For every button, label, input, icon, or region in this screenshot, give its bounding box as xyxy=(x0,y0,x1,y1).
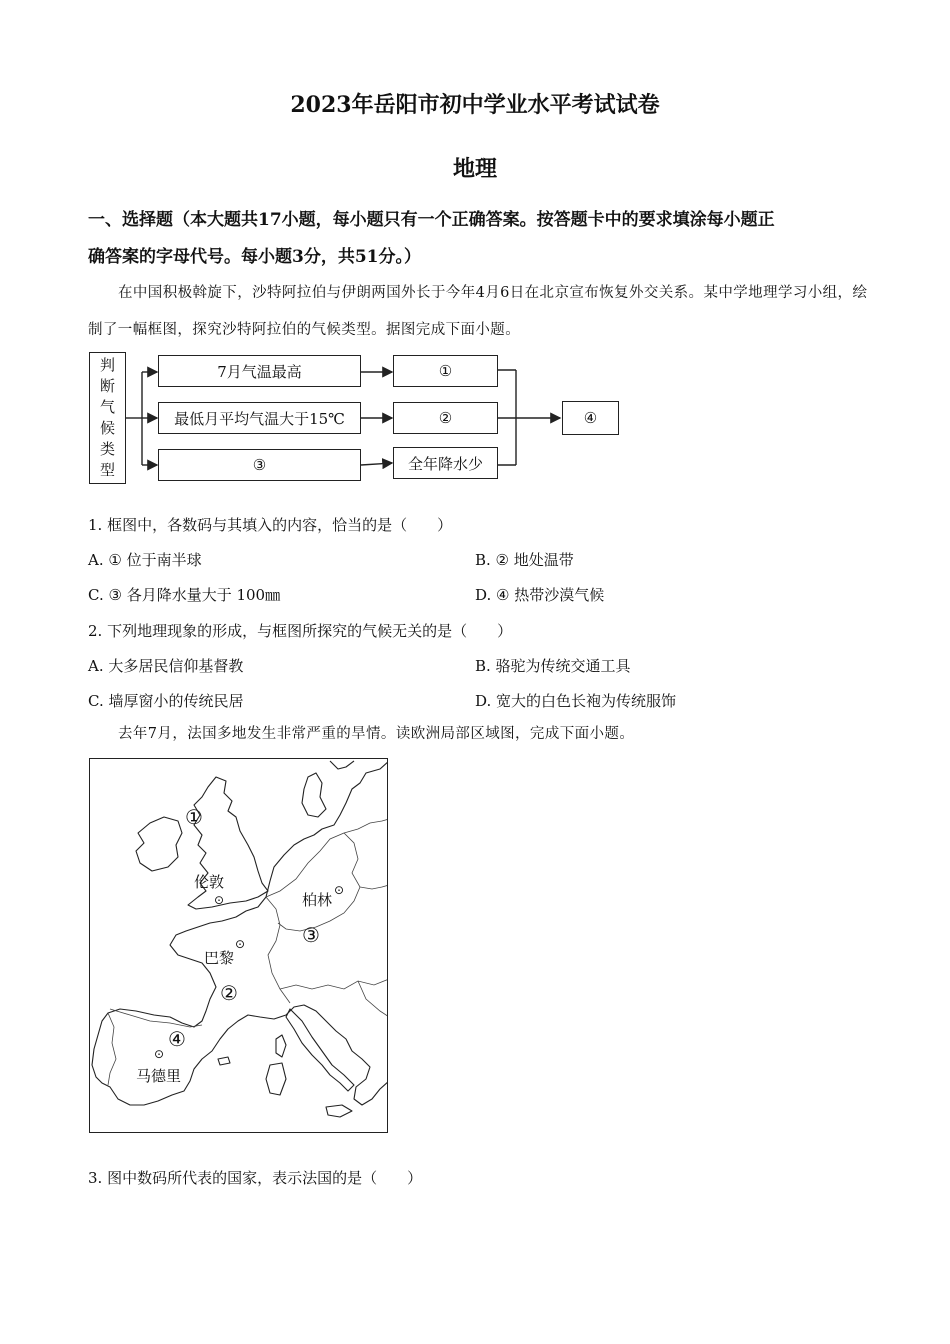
subject-title: 地理 xyxy=(452,156,497,182)
side-char: 类 xyxy=(99,440,115,458)
box-min-temp: 最低月平均气温大于15℃ xyxy=(158,402,361,434)
side-char: 型 xyxy=(99,461,115,479)
map-number-1: ① xyxy=(185,805,203,829)
border-alps xyxy=(280,979,388,989)
question-1-stem: 1. 框图中，各数码与其填入的内容，恰当的是（ ） xyxy=(88,516,453,534)
passage-france: 去年7月，法国多地发生非常严重的旱情。读欧洲局部区域图，完成下面小题。 xyxy=(118,726,635,742)
q1-option-b[interactable]: B. ② 地处温带 xyxy=(475,551,574,569)
map-label-paris: 巴黎 xyxy=(204,949,235,967)
ireland-shape xyxy=(136,817,182,871)
map-number-2: ② xyxy=(220,981,238,1005)
sicily-shape xyxy=(326,1105,352,1117)
map-number-4: ④ xyxy=(168,1027,186,1051)
flowchart-side-label xyxy=(89,352,126,484)
passage-saudi: 在中国积极斡旋下，沙特阿拉伯与伊朗两国外长于今年4月6日在北京宣布恢复外交关系。某中学地理学习小组，绘制了一幅框图，探究沙特阿拉伯的气候类型。据图完成下面小题。 xyxy=(88,285,868,338)
q2-option-c[interactable]: C. 墙厚窗小的传统民居 xyxy=(88,692,244,710)
side-char: 气 xyxy=(99,398,115,416)
box-result: ④ xyxy=(562,401,619,435)
section-heading-line2: 确答案的字母代号。每小题3分，共51分。） xyxy=(88,247,421,267)
border-france-spain xyxy=(110,1009,202,1027)
map-label-madrid: 马德里 xyxy=(136,1067,182,1085)
sardinia-shape xyxy=(266,1063,286,1095)
balearic-shape xyxy=(218,1057,230,1065)
side-char: 断 xyxy=(99,377,115,395)
q1-option-a[interactable]: A. ① 位于南半球 xyxy=(88,551,202,569)
corsica-shape xyxy=(276,1035,286,1057)
border-germany xyxy=(266,833,360,931)
scandinavia-edge xyxy=(330,761,354,769)
border-balkans xyxy=(358,981,388,1017)
box-blank-1: ① xyxy=(393,355,498,387)
side-char: 判 xyxy=(99,356,115,374)
border-east xyxy=(344,819,388,833)
denmark-shape xyxy=(302,773,326,817)
section-heading-line1: 一、选择题（本大题共17小题，每小题只有一个正确答案。按答题卡中的要求填涂每小题正 xyxy=(88,210,775,230)
map-label-berlin: 柏林 xyxy=(302,891,333,909)
exam-title: 2023年岳阳市初中学业水平考试试卷 xyxy=(290,92,660,118)
city-dot-paris: ⊙ xyxy=(235,937,246,951)
map-label-london: 伦敦 xyxy=(194,873,225,891)
europe-map xyxy=(89,758,388,1133)
q2-option-b[interactable]: B. 骆驼为传统交通工具 xyxy=(475,657,631,675)
map-number-3: ③ xyxy=(302,923,320,947)
box-july-temp: 7月气温最高 xyxy=(158,355,361,387)
question-2-stem: 2. 下列地理现象的形成，与框图所探究的气候无关的是（ ） xyxy=(88,622,513,640)
city-dot-berlin: ⊙ xyxy=(334,883,345,897)
q2-option-d[interactable]: D. 宽大的白色长袍为传统服饰 xyxy=(475,692,677,710)
side-char: 候 xyxy=(99,419,115,437)
box-blank-2: ② xyxy=(393,402,498,434)
border-portugal xyxy=(108,1013,116,1085)
q1-option-d[interactable]: D. ④ 热带沙漠气候 xyxy=(475,586,605,604)
box-blank-3: ③ xyxy=(158,449,361,481)
italy-shape xyxy=(286,1009,354,1091)
city-dot-madrid: ⊙ xyxy=(154,1047,165,1061)
q2-option-a[interactable]: A. 大多居民信仰基督教 xyxy=(88,657,244,675)
city-dot-london: ⊙ xyxy=(214,893,225,907)
continent-coast xyxy=(92,761,388,1105)
question-3-stem: 3. 图中数码所代表的国家，表示法国的是（ ） xyxy=(88,1169,423,1187)
box-low-precip: 全年降水少 xyxy=(393,447,498,479)
border-poland xyxy=(360,885,388,889)
q1-option-c[interactable]: C. ③ 各月降水量大于 100㎜ xyxy=(88,586,281,604)
